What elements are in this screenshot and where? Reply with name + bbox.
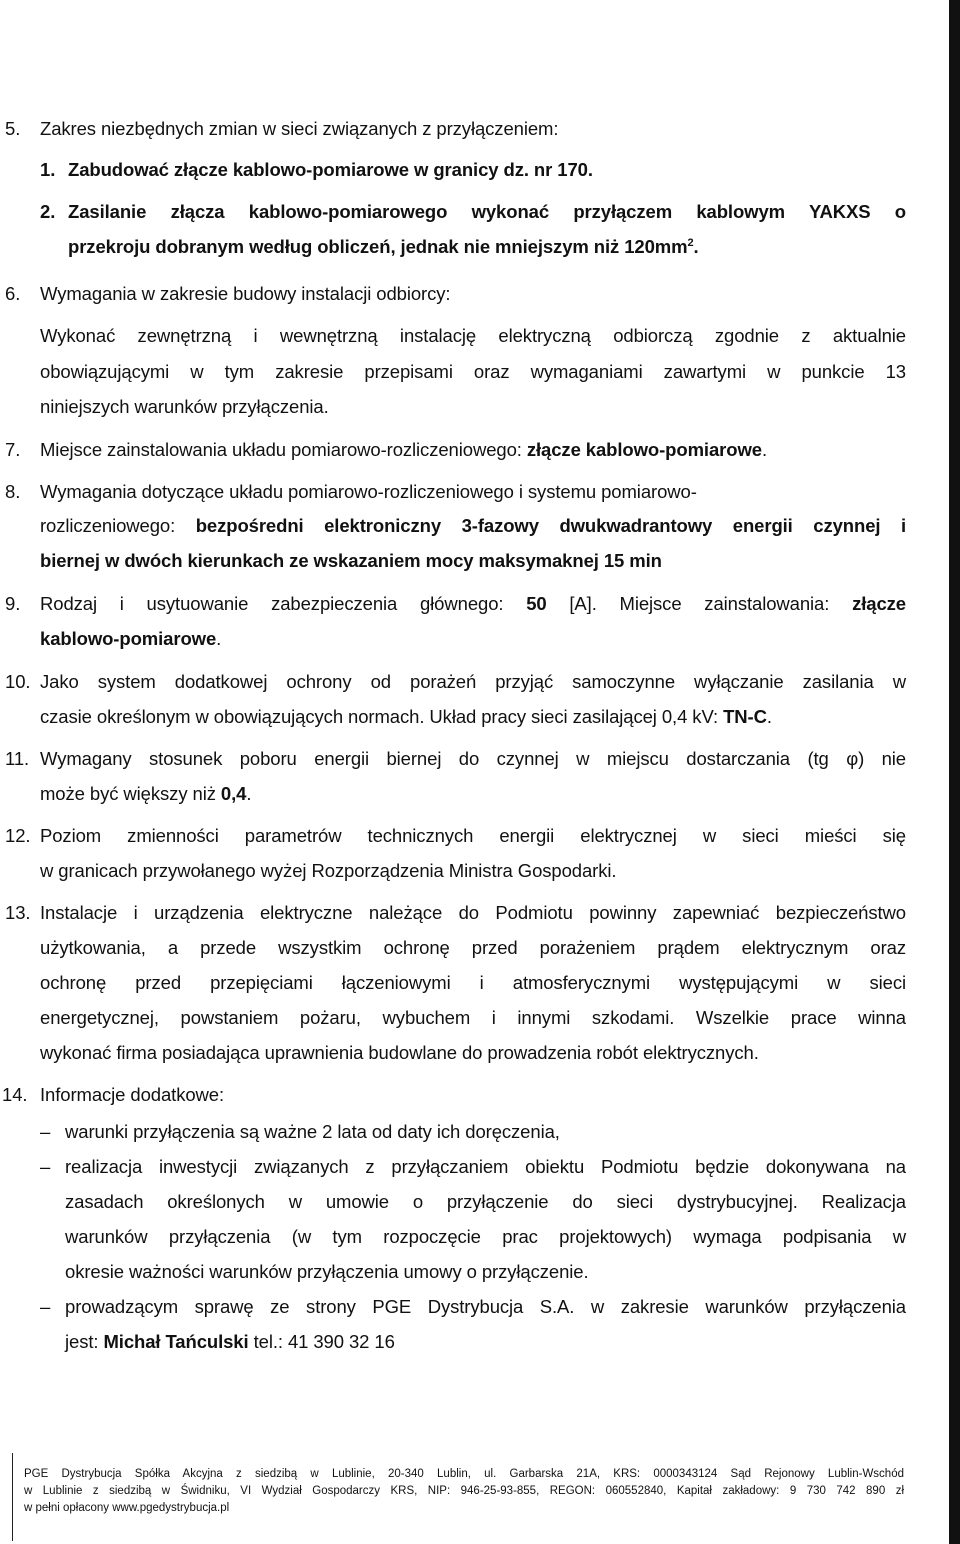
- item-number: 11.: [5, 748, 30, 769]
- bullet-dash: –: [40, 1296, 51, 1317]
- item-number: 1.: [40, 159, 56, 180]
- bullet-dash: –: [40, 1121, 51, 1142]
- item-text-line: Jako system dodatkowej ochrony od porażeń przyjąć samoczynne wyłączanie zasilania w: [40, 671, 906, 692]
- item-number: 8.: [5, 481, 21, 502]
- item-text: Zakres niezbędnych zmian w sieci związanych z przyłączeniem:: [40, 118, 559, 139]
- item-text-line: czasie określonym w obowiązujących normach. Układ pracy sieci zasilającej 0,4 kV: TN-C.: [40, 706, 772, 727]
- item-number: 5.: [5, 118, 21, 139]
- item-text-line: energetycznej, powstaniem pożaru, wybuchem i innymi szkodami. Wszelkie prace winna: [40, 1007, 906, 1028]
- item-text: Miejsce zainstalowania układu pomiarowo-rozliczeniowego: złącze kablowo-pomiarowe.: [40, 439, 767, 460]
- item-text-line: użytkowania, a przede wszystkim ochronę przed porażeniem prądem elektrycznym oraz: [40, 937, 906, 958]
- item-text-line: Wymagany stosunek poboru energii biernej do czynnej w miejscu dostarczania (tg φ) nie: [40, 748, 906, 769]
- item-number: 9.: [5, 593, 21, 614]
- footer-line: PGE Dystrybucja Spółka Akcyjna z siedzibą w Lublinie, 20-340 Lublin, ul. Garbarska 21A, KRS: 0000343124 Sąd Rejonowy Lublin-Wschód: [24, 1468, 904, 1480]
- item-text-line: Wymagania dotyczące układu pomiarowo-rozliczeniowego i systemu pomiarowo-: [40, 481, 697, 502]
- item-number: 10.: [5, 671, 31, 692]
- bullet-text-line: jest: Michał Tańculski tel.: 41 390 32 16: [65, 1331, 395, 1352]
- item-text: Wymagania w zakresie budowy instalacji odbiorcy:: [40, 283, 451, 304]
- item-text-line: Zasilanie złącza kablowo-pomiarowego wykonać przyłączem kablowym YAKXS o: [68, 201, 906, 222]
- item-text-line: ochronę przed przepięciami łączeniowymi i atmosferycznymi występującymi w sieci: [40, 972, 906, 993]
- item-text-line: Poziom zmienności parametrów technicznych energii elektrycznej w sieci mieści się: [40, 825, 906, 846]
- bullet-text-line: zasadach określonych w umowie o przyłączenie do sieci dystrybucyjnej. Realizacja: [65, 1191, 906, 1212]
- bullet-text-line: warunki przyłączenia są ważne 2 lata od daty ich doręczenia,: [65, 1121, 560, 1142]
- item-text-line: niniejszych warunków przyłączenia.: [40, 396, 329, 417]
- item-text-line: Rodzaj i usytuowanie zabezpieczenia głównego: 50 [A]. Miejsce zainstalowania: złącze: [40, 593, 906, 614]
- item-text-line: Instalacje i urządzenia elektryczne należące do Podmiotu powinny zapewniać bezpieczeństwo: [40, 902, 906, 923]
- item-number: 14.: [2, 1084, 28, 1105]
- item-number: 2.: [40, 201, 56, 222]
- page-edge-bar: [949, 0, 960, 1544]
- item-text-line: rozliczeniowego: bezpośredni elektroniczny 3-fazowy dwukwadrantowy energii czynnej i: [40, 515, 906, 536]
- item-number: 12.: [5, 825, 31, 846]
- company-footer: [24, 1466, 904, 1517]
- footer-divider: [12, 1453, 13, 1541]
- item-number: 6.: [5, 283, 21, 304]
- item-text-line: Wykonać zewnętrzną i wewnętrzną instalację elektryczną odbiorczą zgodnie z aktualnie: [40, 325, 906, 346]
- footer-line: w pełni opłacony www.pgedystrybucja.pl: [24, 1502, 230, 1514]
- bullet-text-line: prowadzącym sprawę ze strony PGE Dystrybucja S.A. w zakresie warunków przyłączenia: [65, 1296, 906, 1317]
- bullet-text-line: warunków przyłączenia (w tym rozpoczęcie prac projektowych) wymaga podpisania w: [65, 1226, 906, 1247]
- item-text-line: może być większy niż 0,4.: [40, 783, 252, 804]
- item-text-line: wykonać firma posiadająca uprawnienia budowlane do prowadzenia robót elektrycznych.: [40, 1042, 759, 1063]
- item-number: 13.: [5, 902, 31, 923]
- item-text-line: kablowo-pomiarowe.: [40, 628, 222, 649]
- bullet-text-line: okresie ważności warunków przyłączenia umowy o przyłączenie.: [65, 1261, 589, 1282]
- footer-line: w Lublinie z siedzibą w Świdniku, VI Wydział Gospodarczy KRS, NIP: 946-25-93-855, REGON: 060552840, Kapitał zakładowy: 9 730 742 890 zł: [24, 1485, 904, 1497]
- item-text-line: przekroju dobranym według obliczeń, jednak nie mniejszym niż $120mm^2$.: [68, 236, 699, 257]
- bullet-dash: –: [40, 1156, 51, 1177]
- item-number: 7.: [5, 439, 21, 460]
- item-text-line: w granicach przywołanego wyżej Rozporządzenia Ministra Gospodarki.: [40, 860, 617, 881]
- item-text-line: biernej w dwóch kierunkach ze wskazaniem mocy maksymaknej 15 min: [40, 550, 662, 571]
- bullet-text-line: realizacja inwestycji związanych z przyłączaniem obiektu Podmiotu będzie dokonywana na: [65, 1156, 906, 1177]
- item-text: Zabudować złącze kablowo-pomiarowe w granicy dz. nr 170.: [68, 159, 593, 180]
- item-text: Informacje dodatkowe:: [40, 1084, 225, 1105]
- item-text-line: obowiązującymi w tym zakresie przepisami oraz wymaganiami zawartymi w punkcie 13: [40, 361, 906, 382]
